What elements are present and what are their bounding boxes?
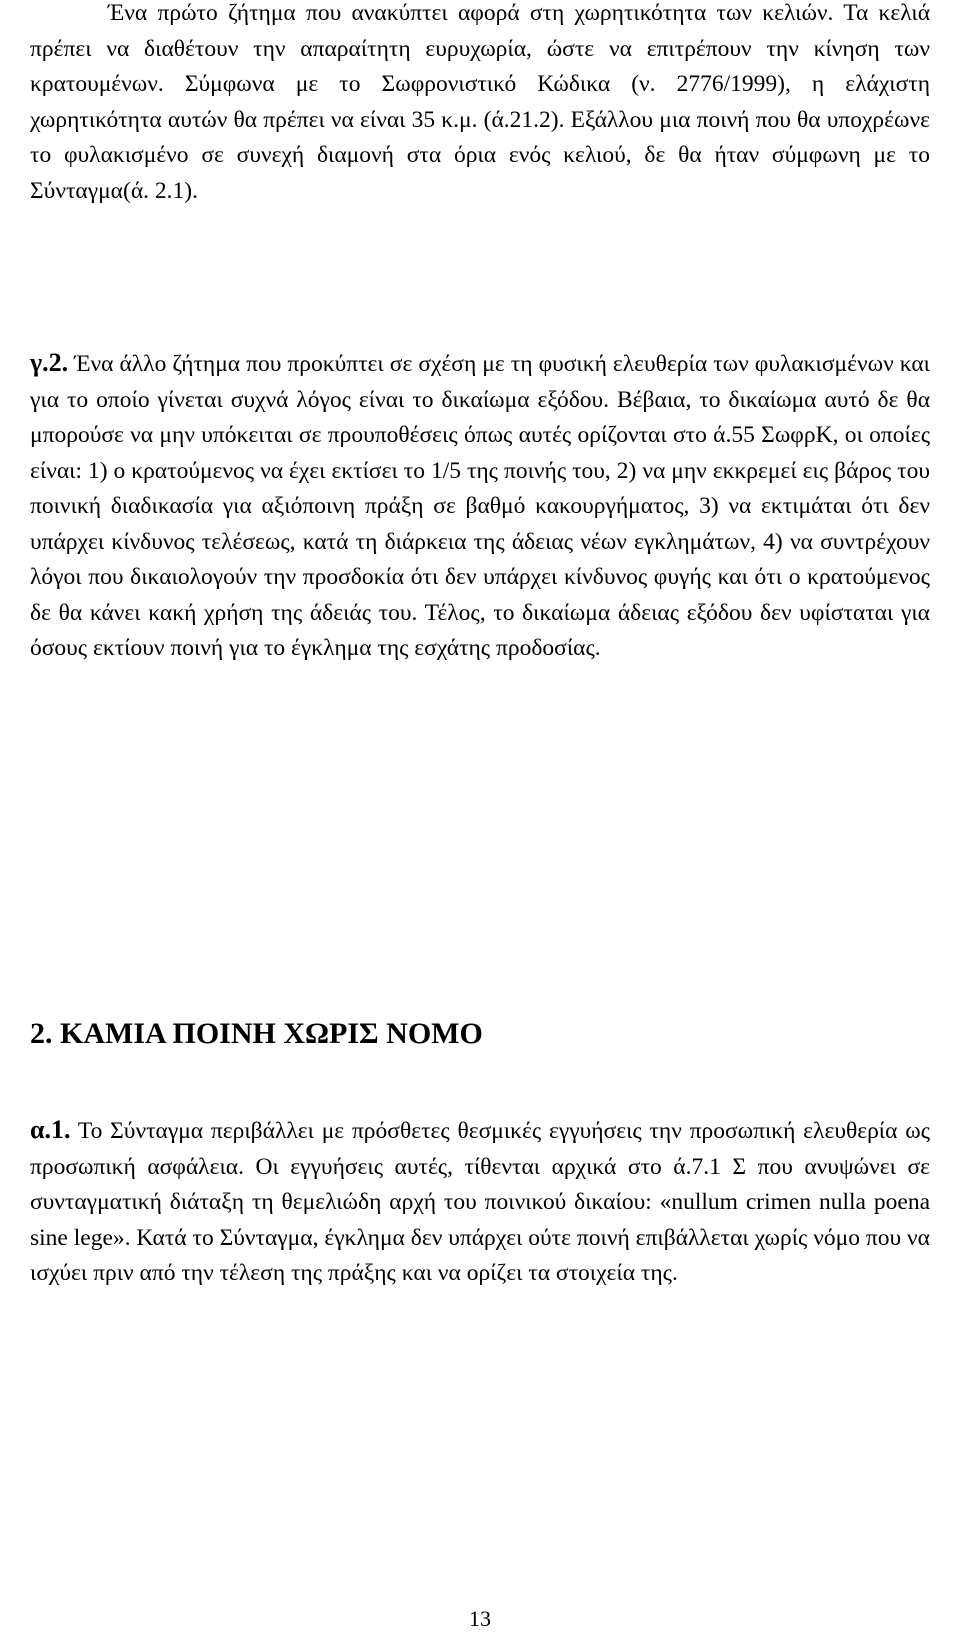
page-number: 13: [469, 1606, 491, 1631]
paragraph-constitution-guarantees: [30, 1112, 930, 1292]
paragraph-right-of-leave: [30, 345, 930, 667]
paragraph-cell-capacity: [30, 0, 930, 209]
paragraph-text: Το Σύνταγμα περιβάλλει με πρόσθετες θεσμικές εγγυήσεις την προσωπική ελευθερία ως προσωπική ασφάλεια. Οι εγγυήσεις αυτές, τίθενται αρχικά στο ά.7.1 Σ που ανυψώνει σε συνταγματική διάταξη τη θεμελιώδη αρχή του ποινικού δικαίου: «nullum crimen nulla poena sine lege». Κατά το Σύνταγμα, έγκλημα δεν υπάρχει ούτε ποινή επιβάλλεται χωρίς νόμο που να ισχύει πριν από την τέλεση της πράξης και να ορίζει τα στοιχεία της.: [30, 1118, 930, 1286]
paragraph-label: α.1.: [30, 1115, 71, 1144]
paragraph-label: γ.2.: [30, 348, 69, 377]
document-page: [30, 0, 930, 1643]
paragraph-text: Ένα πρώτο ζήτημα που ανακύπτει αφορά στη χωρητικότητα των κελιών. Τα κελιά πρέπει να διαθέτουν την απαραίτητη ευρυχωρία, ώστε να επιτρέπουν την κίνηση των κρατουμένων. Σύμφωνα με το Σωφρονιστικό Κώδικα (ν. 2776/1999), η ελάχιστη χωρητικότητα αυτών θα πρέπει να είναι 35 κ.μ. (ά.21.2). Εξάλλου μια ποινή που θα υποχρέωνε το φυλακισμένο σε συνεχή διαμονή στα όρια ενός κελιού, δε θα ήταν σύμφωνη με το Σύνταγμα(ά. 2.1).: [30, 0, 930, 204]
paragraph-text: Ένα άλλο ζήτημα που προκύπτει σε σχέση με τη φυσική ελευθερία των φυλακισμένων και για το οποίο γίνεται συχνά λόγος είναι το δικαίωμα εξόδου. Βέβαια, το δικαίωμα αυτό δε θα μπορούσε να μην υπόκειται σε προυποθέσεις όπως αυτές ορίζονται στο ά.55 ΣωφρΚ, οι οποίες είναι: 1) ο κρατούμενος να έχει εκτίσει το 1/5 της ποινής του, 2) να μην εκκρεμεί εις βάρος του ποινική διαδικασία για αξιόποινη πράξη σε βαθμό κακουργήματος, 3) να εκτιμάται ότι δεν υπάρχει κίνδυνος τελέσεως, κατά τη διάρκεια της άδειας νέων εγκλημάτων, 4) να συντρέχουν λόγοι που δικαιολογούν την προσδοκία ότι δεν υπάρχει κίνδυνος φυγής και ότι ο κρατούμενος δε θα κάνει κακή χρήση της άδειάς του. Τέλος, το δικαίωμα άδειας εξόδου δεν υφίσταται για όσους εκτίουν ποινή για το έγκλημα της εσχάτης προδοσίας.: [30, 351, 930, 661]
section-heading: 2. ΚΑΜΙΑ ΠΟΙΝΗ ΧΩΡΙΣ ΝΟΜΟ: [30, 1017, 483, 1050]
